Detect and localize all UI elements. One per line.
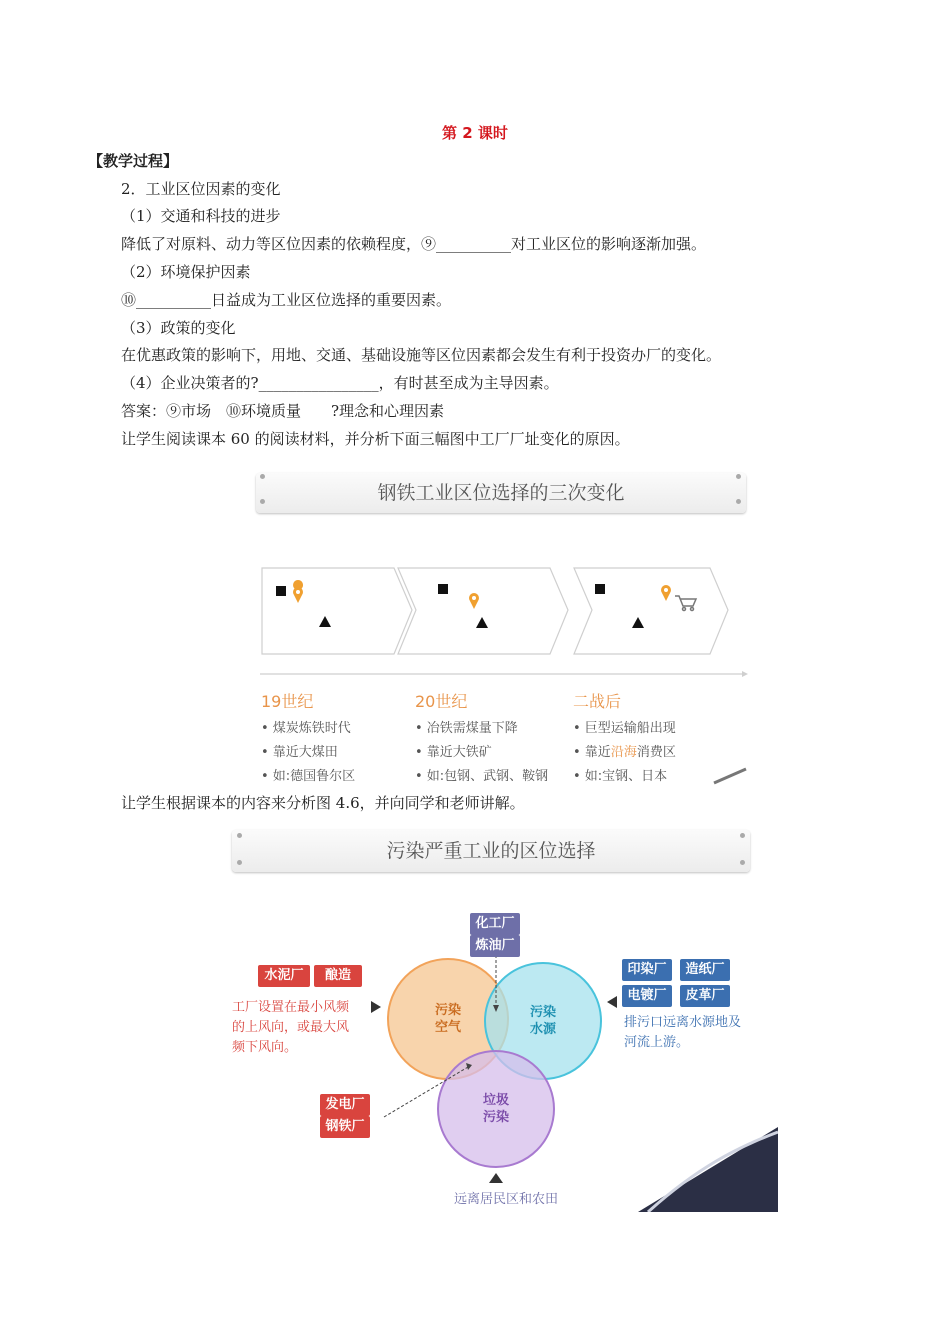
period1-item-2: • 靠近大煤田 (261, 745, 338, 760)
era-19th: 19世纪 (261, 692, 314, 711)
tag-tannery: 皮革厂 (680, 985, 730, 1007)
period2-item-3: • 如:包钢、武钢、鞍钢 (415, 769, 549, 784)
era-20th: 20世纪 (415, 692, 468, 711)
period3-item-1: • 巨型运输船出现 (573, 721, 676, 736)
lesson-heading: 第 2 课时 (442, 124, 508, 142)
tag-chemical-plant: 化工厂 (470, 913, 520, 935)
text-line-10: 让学生阅读课本 60 的阅读材料，并分析下面三幅图中工厂厂址变化的原因。 (121, 430, 630, 448)
period3-item-2: • 靠近沿海消费区 (573, 745, 676, 760)
text-line-4: （2）环境保护因素 (121, 263, 251, 281)
air-pollution-label: 污染 空气 (434, 1003, 461, 1035)
coal-field-icon (276, 586, 286, 596)
steel-panels (252, 562, 750, 692)
text-line-7: 在优惠政策的影响下，用地、交通、基础设施等区位因素都会发生有利于投资办厂的变化。 (121, 346, 722, 364)
period2-item-1: • 冶铁需煤量下降 (415, 721, 518, 736)
coal-field-icon (438, 584, 448, 594)
text-line-6: （3）政策的变化 (121, 319, 236, 337)
era-postwar: 二战后 (573, 692, 622, 711)
bottom-arrow-icon (489, 1173, 503, 1183)
tag-paper-mill: 造纸厂 (680, 959, 730, 981)
wind-note: 工厂设置在最小风频 的上风向，或最大风 频下风向。 (232, 1000, 350, 1055)
tag-brewery: 酿造 (314, 965, 362, 987)
tag-cement-plant: 水泥厂 (258, 965, 310, 987)
coal-field-icon (595, 584, 605, 594)
period1-item-3: • 如:德国鲁尔区 (261, 769, 356, 784)
text-line-1: 2．工业区位因素的变化 (121, 180, 281, 198)
tag-dyeing-plant: 印染厂 (622, 959, 672, 981)
decorative-stroke (712, 765, 750, 785)
figure-pollution-location (228, 827, 778, 1212)
text-line-8: （4）企业决策者的?________________，有时甚至成为主导因素。 (121, 374, 559, 392)
residential-note: 远离居民区和农田 (453, 1192, 558, 1207)
figure2-title: 污染严重工业的区位选择 (386, 840, 596, 862)
tag-power-plant: 发电厂 (320, 1094, 370, 1116)
right-arrow-icon (607, 996, 617, 1008)
figure-steel-location (252, 467, 750, 785)
water-pollution-label: 污染 水源 (529, 1005, 556, 1037)
text-line-3: 降低了对原料、动力等区位因素的依赖程度，⑨__________对工业区位的影响逐渐加强。 (121, 235, 707, 253)
text-line-11: 让学生根据课本的内容来分析图 4.6，并向同学和老师讲解。 (121, 794, 525, 812)
panel-19th (262, 568, 412, 654)
text-line-5: ⑩__________日益成为工业区位选择的重要因素。 (121, 291, 452, 309)
water-note: 排污口远离水源地及 河流上游。 (624, 1015, 742, 1050)
tag-electroplating-plant: 电镀厂 (622, 985, 672, 1007)
period2-item-2: • 靠近大铁矿 (415, 745, 492, 760)
section-title: 【教学过程】 (88, 152, 179, 170)
tag-steel-plant: 钢铁厂 (320, 1116, 370, 1138)
period1-item-1: • 煤炭炼铁时代 (261, 721, 351, 736)
figure1-title-banner (256, 473, 746, 513)
panel-postwar (574, 568, 728, 654)
tag-refinery: 炼油厂 (470, 935, 520, 957)
answer-line: 答案：⑨市场 ⑩环境质量 ?理念和心理因素 (121, 402, 445, 420)
text-line-2: （1）交通和科技的进步 (121, 207, 281, 225)
figure1-title: 钢铁工业区位选择的三次变化 (377, 482, 625, 504)
left-arrow-icon (371, 1001, 381, 1013)
period3-item-3: • 如:宝钢、日本 (573, 769, 668, 784)
panel-20th (398, 568, 568, 654)
waste-pollution-label: 垃圾 污染 (482, 1093, 509, 1125)
